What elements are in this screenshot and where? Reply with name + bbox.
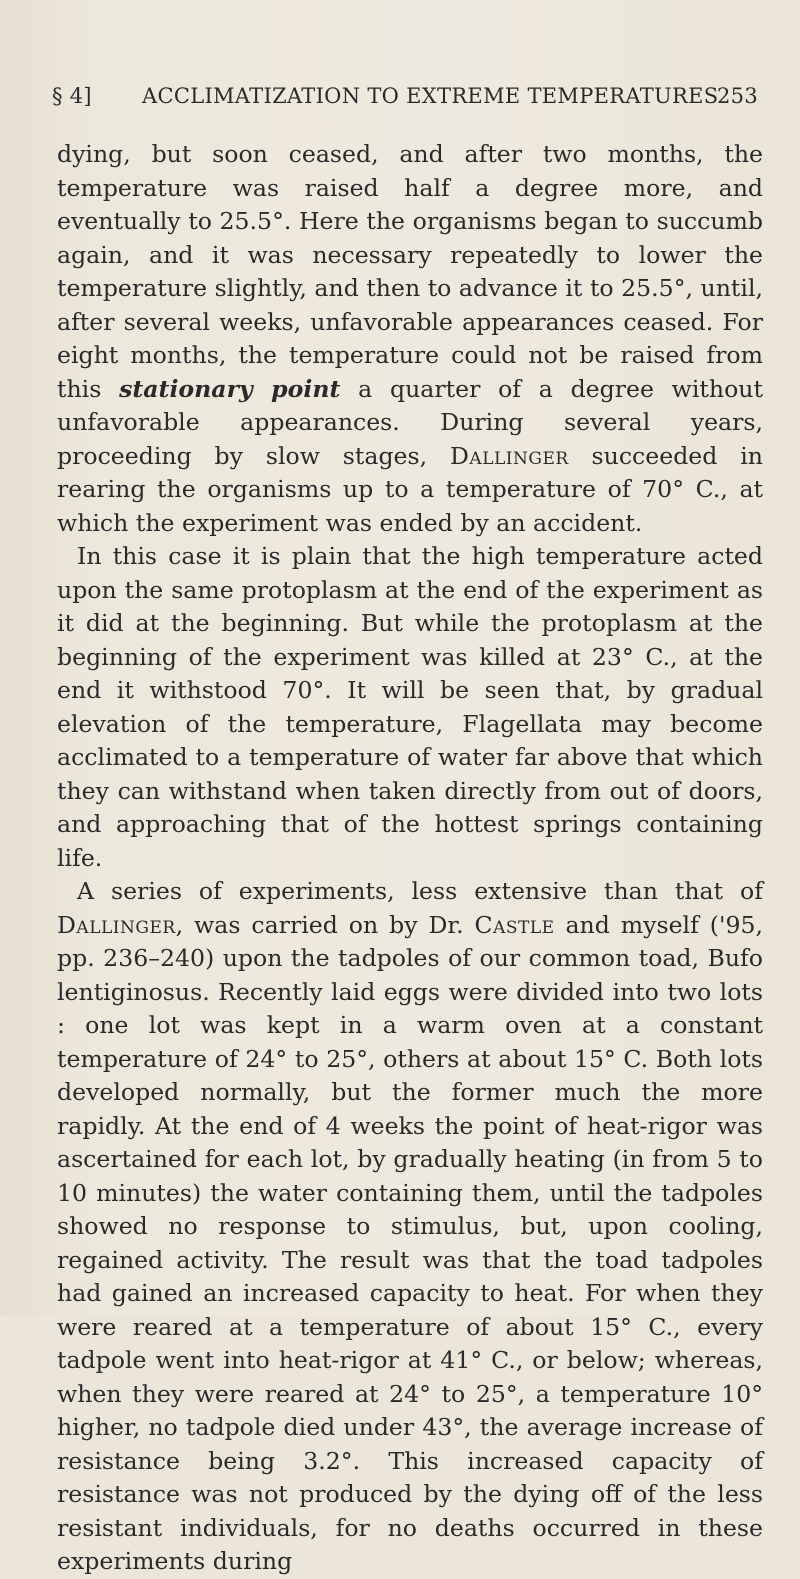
text-run: a quarter of a degree without unfavorable appearances. During several years, proceeding by slow stages, [57, 374, 763, 470]
text-run: and myself ('95, pp. 236–240) upon the tadpoles of our common toad, Bufo lentiginosus. Recently laid eggs were divided into two lots : one lot was kept in a warm oven at a constant temperature of 24° to 25°, others at about 15° C. Both lots developed normally, but the former much the more rapidly. At the end of 4 weeks the point of heat-rigor was ascertained for each lot, by gradually heating (in from 5 to 10 minutes) the water containing them, until the tadpoles showed no response to stimulus, but, upon cooling, regained activity. The result was that the toad tadpoles had gained an increased capacity to heat. For when they were reared at a temperature of about 15° C., every tadpole went into heat-rigor at 41° C., or below; whereas, when they were reared at 24° to 25°, a temperature 10° higher, no tadpole died under 43°, the average increase of resistance being 3.2°. This increased capacity of resistance was not produced by the dying off of the less resistant individuals, for no deaths occurred in these experiments during [57, 910, 763, 1575]
author-name: Dallinger [57, 910, 176, 939]
emphasis-text: stationary point [119, 374, 341, 403]
author-name: Dallinger [450, 441, 569, 470]
text-run: , was carried on by Dr. [175, 910, 475, 939]
paragraph [57, 875, 763, 1579]
text-run: In this case it is plain that the high temperature acted upon the same protoplasm at the end of the experiment as it did at the beginning. But while the protoplasm at the beginning of the experiment was killed at 23° C., at the end it withstood 70°. It will be seen that, by gradual elevation of the temperature, Flagellata may become acclimated to a temperature of water far above that which they can withstand when taken directly from out of doors, and approaching that of the hottest springs containing life. [57, 542, 763, 872]
paragraph [57, 138, 763, 540]
section-marker: § 4] [52, 84, 92, 108]
running-title: ACCLIMATIZATION TO EXTREME TEMPERATURES [142, 84, 719, 108]
running-header [52, 84, 758, 124]
text-run: A series of experiments, less extensive than that of [77, 877, 763, 905]
paragraph [57, 540, 763, 875]
author-name: Castle [474, 910, 555, 939]
page-number: 253 [717, 84, 758, 108]
body-text [57, 138, 763, 1579]
text-run: dying, but soon ceased, and after two months, the temperature was raised half a degree more, and eventually to 25.5°. Here the organisms began to succumb again, and it was necessary repeatedly to lower the temperature slightly, and then to advance it to 25.5°, until, after several weeks, unfavorable appearances ceased. For eight months, the temperature could not be raised from this [57, 140, 763, 403]
text-run: succeeded in rearing the organisms up to a temperature of 70° C., at which the experiment was ended by an accident. [57, 441, 763, 537]
